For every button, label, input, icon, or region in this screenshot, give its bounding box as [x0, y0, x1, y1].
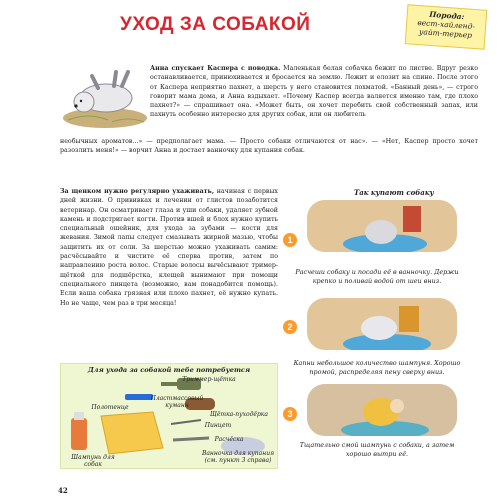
tools-box [60, 363, 278, 469]
label-comb: Расчёска [214, 436, 244, 443]
care-text: начиная с первых дней жизни. О прививках и лечении от глистов позаботится ветеринар. Он осматривает глаза и уши собаки, удаляет зубной камень и подстригает когти. Против вшей и блох нужно купить специальный ошейник, для ухода за зубами — кости для жевания. Зимой лапы следует смазывать жирной мазью, чтобы защитить их от соли. За шерстью можно ухаживать самим: расчёсывайте и чистите её сперва против, затем по направлению роста волос. Старые волосы вычёсывают тример-щёткой для подшёрстка, клещей вынимают при помощи специального пинцета (возможно, вам понадобится помощь). Если ваша собака грязная или плохо пахнет, её нужно купать. Но не чаще, чем раз в три месяца! [60, 188, 278, 307]
step-1-photo [307, 200, 457, 252]
label-trimmer: Триммер-щётка [182, 376, 236, 383]
label-comb-plastic: Пластмассовый куманн [150, 395, 204, 409]
step-3-badge: 3 [283, 407, 297, 421]
care-paragraph [60, 187, 278, 308]
page-title: УХОД ЗА СОБАКОЙ [120, 14, 311, 35]
label-shampoo: Шампунь для собак [71, 454, 115, 468]
tools-box-title: Для ухода за собакой тебе потребуется [87, 366, 251, 374]
breed-label: Порода: [428, 9, 465, 22]
story-paragraph-2: необычных ароматов...» — предполагает мама. — Просто собаки отличаются от нас». — «Нет, Каспер просто хочет разозлить меня!» — ворчит Анна и достает ванночку для купания собак. [60, 138, 478, 155]
label-brush: Щётка-пуходёрка [210, 411, 268, 418]
step-3-caption: Тщательно смой шампунь с собаки, а затем хорошо вытри её. [299, 441, 455, 458]
story-lead: Анна спускает Каспера с поводка. [150, 65, 281, 72]
dog-rolling-illustration [62, 60, 148, 132]
page-number: 42 [58, 486, 68, 495]
breed-note [405, 4, 488, 49]
step-2-badge: 2 [283, 320, 297, 334]
label-tweezers: Пинцет [204, 422, 232, 429]
story-paragraph-1 [150, 64, 478, 120]
label-tub: Ванночка для купания (см. пункт 3 справа) [201, 450, 275, 464]
story-text: Маленькая белая собачка бежит по листве. Вдруг резко останавливается, принюхивается и бросается на землю. Лежит и елозит на спине. После этого от Каспера неприятно пахнет, а шерсть у него становится лохматой. «Банный день», — строго говорит мама дома, и Анна вздыхает. «Почему Каспер всегда валяется именно там, где плохо пахнет?» — спрашивает она. «Может быть, он хочет перебить свой собственный запах, или пахнуть особенно интересно для других собак, или он любитель [150, 65, 479, 119]
step-3-photo [307, 384, 457, 436]
step-2-caption: Капни небольшое количество шампуня. Хорошо промой, распределяя пену сверху вниз. [293, 359, 461, 376]
step-2-photo [307, 298, 457, 350]
step-1-badge: 1 [283, 233, 297, 247]
care-lead: За щенком нужно регулярно ухаживать, [60, 188, 215, 195]
howto-title: Так купают собаку [354, 188, 434, 197]
step-1-caption: Расчеши собаку и посади её в ванночку. Держи крепко и поливай водой от шеи вниз. [295, 268, 459, 285]
label-towel: Полотенце [91, 404, 129, 411]
breed-value: вест-хайленд-уайт-терьер [417, 18, 476, 40]
